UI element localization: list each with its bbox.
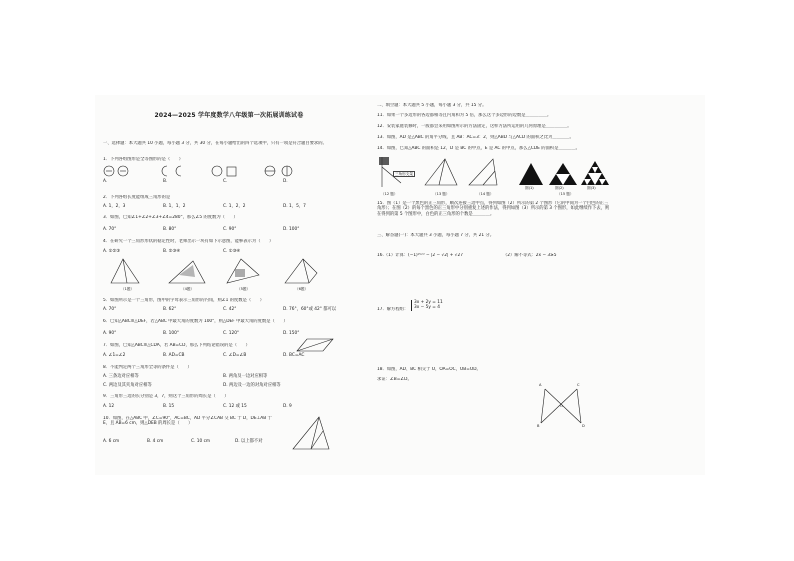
- triangle-label-1: 图(1): [525, 186, 534, 190]
- figure-pair-b-icon: [159, 165, 189, 177]
- point-c-label: C: [577, 383, 580, 387]
- option-a[interactable]: A. 1，2，3: [103, 204, 126, 209]
- question-18: 18．如图，AD、BC 相交于 O，OA=OC，OB=OD。: [377, 367, 481, 372]
- question-6-options: [103, 331, 343, 336]
- question-7-figure: [295, 337, 335, 353]
- question-1: 1．下列各组图形是全等图形的是（ ）: [103, 157, 184, 162]
- question-7-options: [103, 353, 343, 358]
- question-9: 9．三角形三边的长分别是 3，7，则这个三角形的周长是（ ）: [103, 394, 229, 399]
- option-b[interactable]: B. 80°: [163, 227, 177, 232]
- option-a[interactable]: A. 6 cm: [103, 439, 120, 444]
- figure-label-3: （5题）: [237, 287, 251, 291]
- question-7: 7．如图，已知△ABC≌△CDA，若 AB=CD，那么下列结论错误的是（ ）: [103, 343, 250, 348]
- sign-label: 三角形支架: [395, 172, 413, 176]
- option-c[interactable]: C. 42°: [223, 307, 237, 312]
- option-a[interactable]: A. ①②③: [103, 249, 121, 254]
- question-figures-row: [109, 255, 339, 287]
- question-13: 13．如图，AD 是△ABC 的角平分线，且 AB：AC=3：2，则△ABD 与△ACD 的面积之比为＿＿＿＿。: [377, 135, 574, 140]
- option-c[interactable]: C. 1，2，2: [223, 204, 246, 209]
- question-2-options: [103, 204, 343, 209]
- option-b[interactable]: B. AD=CB: [163, 353, 185, 358]
- option-a[interactable]: A. ∠1=∠2: [103, 353, 126, 358]
- option-b[interactable]: B. 1，1，2: [163, 204, 186, 209]
- section-2-heading: 二、填空题：本大题共 5 小题，每小题 3 分，共 15 分。: [377, 103, 487, 108]
- question-5: 5．如图所示是一个三角形，图中的字母表示三角形的内角，则∠1 的度数是（ ）: [103, 298, 265, 303]
- fill-fig-label-15: （15 题）: [557, 192, 574, 196]
- question-14: 14．如图，已知△ABC 的面积是 12，D 是 BC 的中点，E 是 AC 的中点，那么△CDE 的面积是＿＿＿＿。: [377, 146, 580, 151]
- question-3: 3．如图，已知∠1+∠2+∠3+∠4=280°，那么∠5 的度数为（ ）: [103, 215, 238, 220]
- equation-1: 3x + 2y = 11: [414, 300, 443, 305]
- question-10: 10．如图，在△ABC 中，∠C=90°，AC=BC，AD 平分∠CAB 交 BC 于 D，DE⊥AB 于 E，且 AB=6 cm，则△DEB 的周长是（ ）: [103, 416, 272, 427]
- option-c[interactable]: C. 120°: [223, 331, 240, 336]
- point-d-label: D: [582, 424, 585, 428]
- option-a[interactable]: A. 三条边对应相等: [103, 374, 139, 379]
- equation-system: [411, 300, 443, 311]
- option-d[interactable]: D. 9: [283, 404, 292, 409]
- option-a[interactable]: A. 90°: [103, 331, 117, 336]
- question-15: 15．图（1）是一个黑色的正三角形，顺次连接三边中点，得到如图（2）所示的第 2 个图形（它的中间为一个白色的正三角形）；在图（2）的每个黑色的正三角形中分别重复上述的作法，得到如图（3）所示的第 3 个图形，如此继续作下去，则在得到的第 5 个图形中，白色的正三角形的个数是＿＿＿＿。: [377, 201, 610, 217]
- question-3-options: [103, 227, 343, 232]
- fill-fig-label-14: （14 题）: [477, 192, 494, 196]
- question-4: 4．在研究一个三角形形状的稳定性时，老师出示一块有如下示意图，能够表示为（ ）: [103, 239, 274, 244]
- question-18-prove: 求证：∠B=∠D。: [377, 377, 412, 382]
- question-1-figures: [103, 165, 297, 177]
- question-17: 17．解方程组：: [377, 307, 409, 312]
- question-11: 11．如果一个多边形的各边都相等且内角和为 5 倍，那么这个多边形的边数是＿＿＿＿＿。: [377, 113, 552, 118]
- option-b[interactable]: B. 两角及一边对应相等: [223, 374, 268, 379]
- option-a[interactable]: A.: [103, 179, 108, 184]
- fill-fig-label-12: （12 题）: [381, 192, 398, 196]
- option-d[interactable]: D. BC=AC: [283, 353, 305, 358]
- question-6: 6．已知△ABC≌△DEF，若△ABC 中最大角的度数为 100°，则△DEF 中最大角的度数是（ ）: [103, 319, 288, 324]
- figure-label-1: （1题）: [121, 287, 135, 291]
- fill-fig-label-13: （13 题）: [433, 192, 450, 196]
- option-b[interactable]: B. 4 cm: [147, 439, 164, 444]
- option-c[interactable]: C. ①③④: [223, 249, 241, 254]
- option-c[interactable]: C. ∠D=∠B: [223, 353, 247, 358]
- question-12: 12．安装家庭装修时，一般都会采用如图所示的方法固定，这样方法所运用的几何原理是＿＿＿＿＿。: [377, 124, 572, 129]
- question-10-options: [103, 439, 295, 444]
- option-c[interactable]: C.: [223, 179, 228, 184]
- triangle-label-2: 图(2): [555, 186, 564, 190]
- option-c[interactable]: C. 两边及其夹角对应相等: [103, 383, 152, 388]
- option-d[interactable]: D. 两边及一边的对角对应相等: [223, 383, 281, 388]
- question-1-options: [103, 179, 343, 184]
- question-16-part-1: 16.（1）计算：(−1)²⁰²³ − |2 − √2| + √27: [377, 253, 463, 258]
- equation-2: 3x − 5y = 4: [414, 305, 440, 311]
- option-a[interactable]: A. 70°: [103, 307, 117, 312]
- option-b[interactable]: B. ②③④: [163, 249, 181, 254]
- question-2: 2．下列各组长度能组成三角形的是: [103, 195, 171, 200]
- option-d[interactable]: D. 76°，60°或 42° 都可以: [283, 307, 337, 312]
- point-b-label: B: [537, 424, 540, 428]
- point-a-label: A: [539, 383, 542, 387]
- option-c[interactable]: C. 90°: [223, 227, 237, 232]
- exam-title: 2024—2025 学年度数学八年级第一次拓展训练试卷: [154, 112, 304, 119]
- question-10-figure: [289, 413, 333, 453]
- option-d[interactable]: D. 1，5，7: [283, 204, 306, 209]
- option-d[interactable]: D. 150°: [283, 331, 300, 336]
- section-1-heading: 一、选择题：本大题共 10 小题，每小题 3 分，共 30 分，在每小题给出的四个选项中，只有一项是符合题目要求的。: [103, 141, 327, 146]
- section-3-heading: 三、解答题(一)：本大题共 3 小题，每小题 7 分，共 21 分。: [377, 233, 495, 238]
- option-a[interactable]: A. 70°: [103, 227, 117, 232]
- option-d[interactable]: D. 100°: [283, 227, 300, 232]
- question-18-figure: [533, 385, 593, 429]
- figure-pair-d-icon: [263, 165, 297, 177]
- question-9-options: [103, 404, 343, 409]
- option-b[interactable]: B.: [163, 179, 168, 184]
- question-8-options-row2: [103, 383, 343, 388]
- figure-label-2: （4题）: [181, 287, 195, 291]
- option-b[interactable]: B. 15: [163, 404, 175, 409]
- figure-pair-a-icon: [103, 165, 137, 177]
- option-c[interactable]: C. 10 cm: [191, 439, 211, 444]
- question-8: 8．不能判定两个三角形全等的条件是（ ）: [103, 365, 192, 370]
- triangle-label-3: 图(3): [587, 186, 596, 190]
- question-5-options: [103, 307, 363, 312]
- question-8-options-row1: [103, 374, 343, 379]
- option-d[interactable]: D.: [283, 179, 288, 184]
- exam-sheet: [95, 95, 705, 475]
- option-c[interactable]: C. 12 或 15: [223, 404, 247, 409]
- question-4-options: [103, 249, 283, 254]
- option-b[interactable]: B. 62°: [163, 307, 177, 312]
- figure-label-4: （6题）: [295, 287, 309, 291]
- option-b[interactable]: B. 100°: [163, 331, 180, 336]
- option-a[interactable]: A. 12: [103, 404, 115, 409]
- point-o-label: O: [560, 404, 563, 408]
- figure-pair-c-icon: [211, 165, 241, 177]
- option-d[interactable]: D. 以上都不对: [235, 439, 263, 444]
- question-16-part-2: （2）解不等式：2x − 3≥5: [503, 253, 557, 258]
